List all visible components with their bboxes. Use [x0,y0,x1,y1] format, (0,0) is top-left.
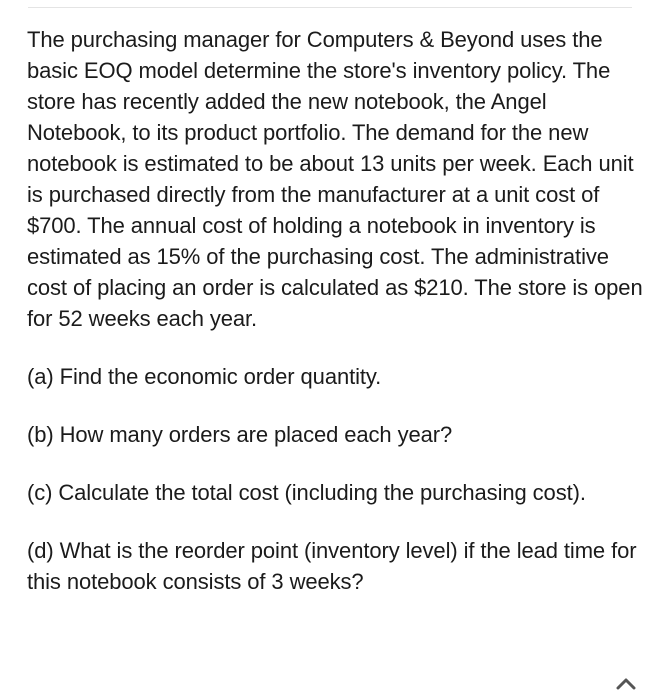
part-d: (d) What is the reorder point (inventory level) if the lead time for this notebook consists of 3 weeks? [27,538,637,594]
part-b: (b) How many orders are placed each year? [27,422,453,447]
question-content [27,24,647,597]
part-a: (a) Find the economic order quantity. [27,364,382,389]
part-c: (c) Calculate the total cost (including the purchasing cost). [27,480,586,505]
top-divider [28,7,632,8]
question-text: The purchasing manager for Computers & Beyond uses the basic EOQ model determine the store's inventory policy. The store has recently added the new notebook, the Angel Notebook, to its product portfolio. The demand for the new notebook is estimated to be about 13 units per week. Each unit is purchased directly from the manufacturer at a unit cost of $700. The annual cost of holding a notebook in inventory is estimated as 15% of the purchasing cost. The administrative cost of placing an order is calculated as $210. The store is open for 52 weeks each year. [27,27,643,331]
chevron-up-icon[interactable] [614,674,638,692]
